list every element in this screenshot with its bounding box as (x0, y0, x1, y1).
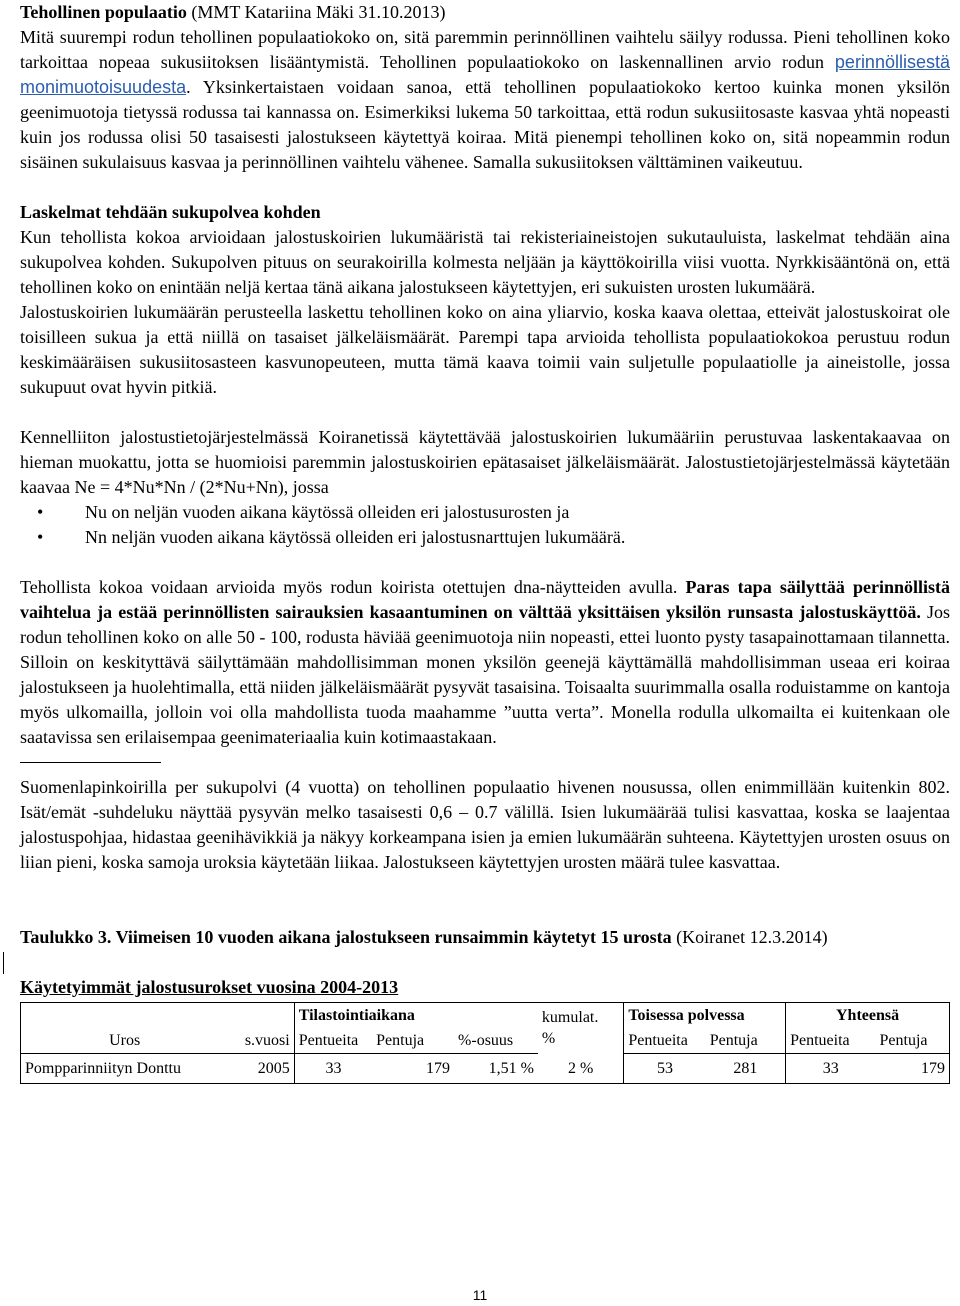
paragraph-text: . Yksinkertaistaen voidaan sanoa, että tehollinen populaatiokoko kertoo kuinka monen yksilön geenimuotoja tietyssä rodussa tai kannassa on. Esimerkiksi lukema 50 tarkoittaa, että rodun sukusiitosaste kasvaa yhtä nopeasti kuin jos rodussa olisi 50 tasaisesti jalostukseen käytettyä koiraa. Mitä pienempi tehollinen koko on, sitä nopeammin rodun sisäinen sukulaisuus kasvaa ja perinnöllinen vaihtelu vähenee. Samalla sukusiitoksen välttäminen vaikeutuu. (20, 77, 950, 172)
section-title: Tehollinen populaatio (20, 2, 187, 22)
separator-rule (20, 750, 161, 763)
cell-pentueita-2: 53 (624, 1054, 706, 1084)
table-title: Käytetyimmät jalostusurokset vuosina 2004-2013 (20, 977, 399, 997)
paragraph-text: Tehollista kokoa voidaan arvioida myös rodun koirista otettujen dna-näytteiden avulla. (20, 577, 686, 597)
section-laskelmat (20, 200, 950, 300)
monimuotoisuus-link[interactable]: perinnöllisestä monimuotoisuudesta (20, 52, 950, 97)
emphasis-text: Paras tapa säilyttää perinnöllistä vaihtelua ja estää perinnöllisten sairauksien kasaantuminen on välttää yksittäisen yksilön runsasta jalostuskäyttöä. (20, 577, 950, 622)
table-group-header-row (21, 1003, 950, 1029)
section-title-source: (MMT Katariina Mäki 31.10.2013) (186, 2, 446, 22)
page-number: 11 (472, 1287, 488, 1303)
cell-osuus: 1,51 % (454, 1054, 538, 1084)
paragraph-koiranet: Kennelliiton jalostustietojärjestelmässä Koiranetissä käytettävää jalostuskoirien lukumääriin perustuvaa laskentakaavaa on hieman muokattu, jotta se huomioisi paremmin jalostuskoirien epätasaiset jälkeläismäärät. Jalostustietojärjestelmässä käytetään kaavaa Ne = 4*Nu*Nn / (2*Nu+Nn), jossa (20, 427, 950, 497)
caption-title: Taulukko 3. Viimeisen 10 vuoden aikana jalostukseen runsaimmin käytetyt 15 urosta (20, 927, 672, 947)
paragraph-text: Jalostuskoirien lukumäärän perusteella laskettu tehollinen koko on aina yliarvio, koska kaava olettaa, etteivät jalostuskoirat ole toisilleen sukua ja että niillä on tasaiset jälkeläismäärät. Parempi tapa arvioida tehollista populaatiokokoa perustuu rodun keskimääräisen sukusiitosasteen kasvunopeuteen, mutta tämä kaava toimii vain suljetulle populaatiolle ja aineistolle, jossa sukupuut ovat hyvin pitkiä. (20, 302, 950, 397)
header-pentueita: Pentueita (624, 1028, 706, 1054)
paragraph-text: Mitä suurempi rodun tehollinen populaatiokoko on, sitä paremmin perinnöllinen vaihtelu säilyy rodussa. Pieni tehollinen koko tarkoittaa nopeaa sukusiitoksen lisääntymistä. Tehollinen populaatiokoko on laskennallinen arvio rodun (20, 27, 950, 72)
cell-pentuja-2: 281 (706, 1054, 786, 1084)
header-pentueita: Pentueita (786, 1028, 876, 1054)
header-kumulat: kumulat. % (538, 1003, 624, 1054)
header-uros: Uros (21, 1028, 229, 1054)
cell-pentueita-total: 33 (786, 1054, 876, 1084)
stud-dog-table (20, 1002, 950, 1084)
revision-change-bar (3, 952, 4, 974)
header-pentuja: Pentuja (706, 1028, 786, 1054)
section-title: Laskelmat tehdään sukupolvea kohden (20, 202, 321, 222)
section-tehollinen-populaatio (20, 0, 950, 175)
header-osuus: %-osuus (454, 1028, 538, 1054)
paragraph-dna (20, 575, 950, 750)
formula-variable-list (20, 500, 950, 550)
header-svuosi: s.vuosi (228, 1028, 294, 1054)
list-item: • Nn neljän vuoden aikana käytössä olleiden eri jalostusnarttujen lukumäärä. (85, 525, 950, 550)
cell-svuosi: 2005 (228, 1054, 294, 1084)
cell-uros: Pompparinniityn Donttu (21, 1054, 229, 1084)
header-pentueita: Pentueita (294, 1028, 372, 1054)
group-header-toisessa-polvessa: Toisessa polvessa (624, 1003, 786, 1029)
document-page (20, 0, 950, 1084)
list-item: • Nu on neljän vuoden aikana käytössä olleiden eri jalostusurosten ja (85, 500, 950, 525)
group-header-yhteensa: Yhteensä (786, 1003, 950, 1029)
paragraph-text: Jos rodun tehollinen koko on alle 50 - 100, rodusta häviää geenimuotoja niin nopeasti, ettei luonto pysty tasapainottamaan tilannetta. Silloin on keskityttävä säilyttämään mahdollisimman monen yksilön geenejä käyttämällä mahdollisimman useaa eri koiraa jalostukseen ja huolehtimalla, että niiden jälkeläismäärät pysyvät tasaisina. Toisaalta suurimmalla osalla roduistamme on kantoja myös ulkomailla, jolloin voi olla mahdollista tuoda maahamme ”uutta verta”. Monella rodulla ulkomailta ei kuitenkaan ole saatavissa sen erilaisempaa geenimateriaalia kuin kotimaastakaan. (20, 602, 950, 747)
table-caption (20, 925, 950, 950)
header-pentuja: Pentuja (372, 1028, 454, 1054)
cell-pentueita: 33 (294, 1054, 372, 1084)
cell-pentuja-total: 179 (876, 1054, 950, 1084)
table-header-row (21, 1028, 950, 1054)
cell-kumulat: 2 % (538, 1054, 624, 1084)
header-pentuja: Pentuja (876, 1028, 950, 1054)
cell-pentuja: 179 (372, 1054, 454, 1084)
paragraph-suomenlapinkoirat: Suomenlapinkoirilla per sukupolvi (4 vuotta) on tehollinen populaatio hivenen nousussa, ollen enimmillään kuitenkin 802. Isät/emät -suhdeluku näyttää pysyvän melko tasaisesti 0,6 – 0.7 välillä. Isien lukumäärää tulisi kasvattaa, koska se laajentaa jalostuspohjaa, hidastaa geenihävikkiä ja näkyy korkeampana isien ja emien lukumäärän suhteena. Käytettyjen urosten osuus on liian pieni, koska samoja uroksia käytetään liikaa. Jalostukseen käytettyjen urosten määrä tulee kasvattaa. (20, 777, 950, 872)
group-header-tilastointiaikana: Tilastointiaikana (294, 1003, 538, 1029)
caption-source: (Koiranet 12.3.2014) (671, 927, 828, 947)
paragraph-text: Kun tehollista kokoa arvioidaan jalostuskoirien lukumääristä tai rekisteriaineistojen sukutauluista, laskelmat tehdään aina sukupolvea kohden. Sukupolven pituus on seurakoirilla kolmesta neljään ja käyttökoirilla viisi vuotta. Nyrkkisääntönä on, että tehollinen koko on enintään neljä kertaa tänä aikana jalostukseen käytettyjen, eri sukuisten urosten lukumäärä. (20, 227, 950, 297)
table-row (21, 1054, 950, 1084)
